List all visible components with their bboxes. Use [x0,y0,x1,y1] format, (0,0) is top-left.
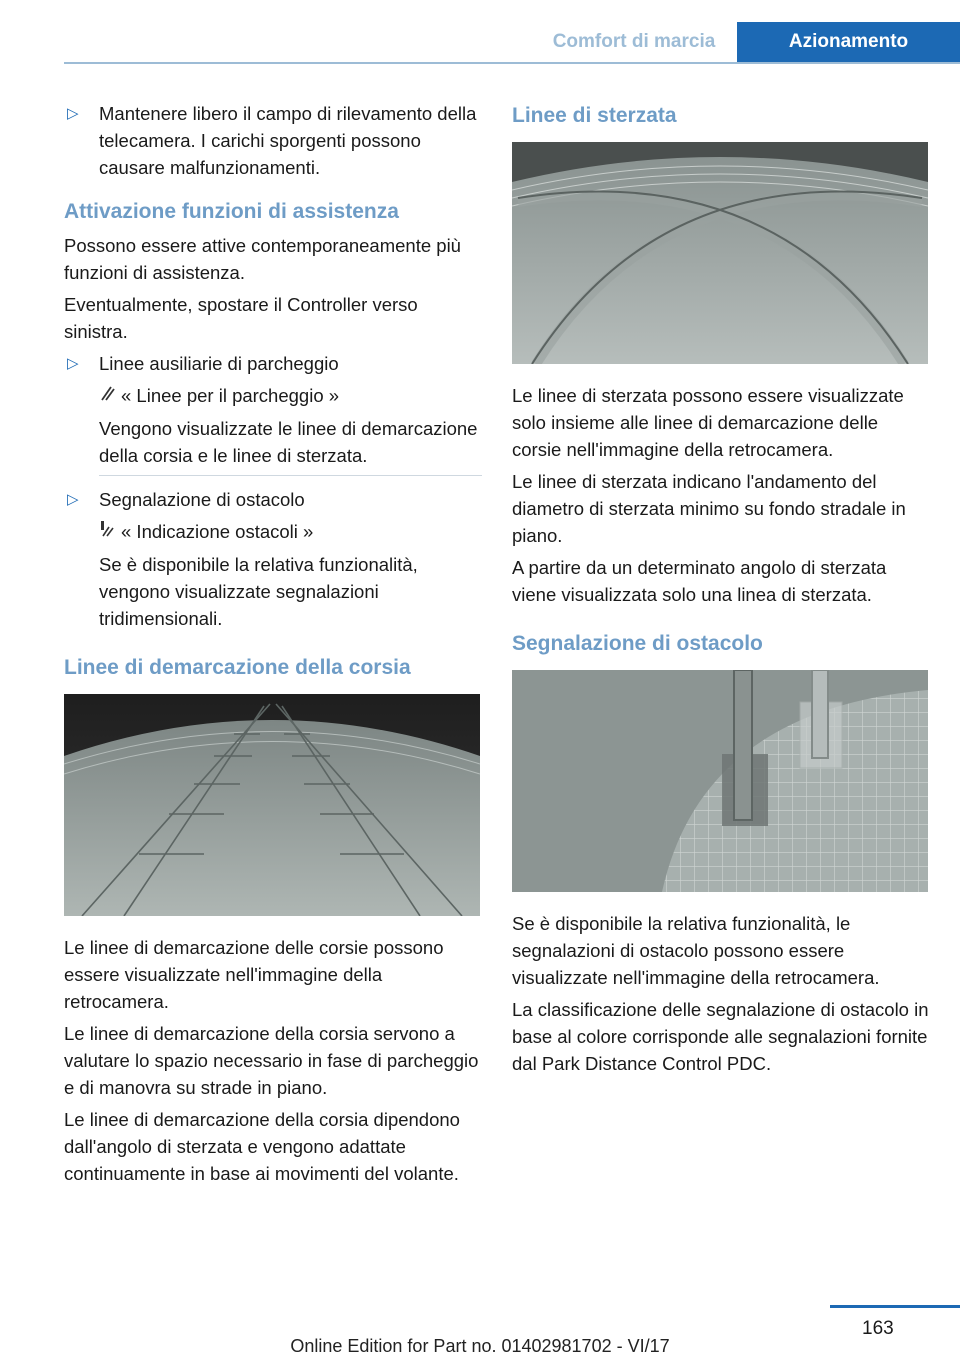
page-number: 163 [862,1318,894,1339]
obstacle-menu-entry [64,518,482,546]
parking-desc: Vengono visualizzate le linee di demarcazione della corsia e le linee di sterzata. [99,418,478,466]
parking-lines-icon [99,383,121,410]
paragraph-steer-2: Le linee di sterzata indicano l'andamento del diametro di sterzata minimo su fondo stradale in piano. [512,471,906,546]
paragraph-steer-1: Le linee di sterzata possono essere visualizzate solo insieme alle linee di demarcazione delle corsie nell'immagine della retrocamera. [512,385,904,460]
edition-note: Online Edition for Part no. 01402981702 - VI/17 [290,1336,670,1356]
paragraph-assist-2: Eventualmente, spostare il Controller verso sinistra. [64,294,418,342]
bullet-obstacle-title: Segnalazione di ostacolo [99,489,305,510]
paragraph-steer-3: A partire da un determinato angolo di sterzata viene visualizzata solo una linea di sterzata. [512,557,887,605]
right-column [512,100,930,1082]
footer-rule [830,1305,960,1308]
heading-obstacle: Segnalazione di ostacolo [512,632,763,655]
paragraph-lane-1: Le linee di demarcazione delle corsie possono essere visualizzate nell'immagine della retrocamera. [64,937,444,1012]
bullet-parking-lines [64,350,482,377]
header-chapter-tab: Azionamento [737,22,960,62]
header-section-tab: Comfort di marcia [531,22,737,62]
paragraph-lane-3: Le linee di demarcazione della corsia dipendono dall'angolo di sterzata e vengono adattate continuamente in base ai movimenti del volante. [64,1109,460,1184]
header-rule [64,62,960,64]
bullet-obstacle [64,486,482,513]
parking-menu-entry [64,382,482,410]
paragraph-obstacle-1: Se è disponibile la relativa funzionalità, le segnalazioni di ostacolo possono essere visualizzate nell'immagine della retrocamera. [512,913,880,988]
bullet-text: Mantenere libero il campo di rilevamento della telecamera. I carichi sporgenti possono causare malfunzionamenti. [99,103,477,178]
heading-assist: Attivazione funzioni di assistenza [64,200,399,223]
steering-lines-figure [512,142,928,364]
obstacle-menu-label: « Indicazione ostacoli » [121,521,314,542]
obstacle-indicator-icon [99,519,121,546]
obstacle-marking-figure [512,670,928,892]
paragraph-assist-1: Possono essere attive contemporaneamente più funzioni di assistenza. [64,235,461,283]
heading-steering-lines: Linee di sterzata [512,104,677,127]
bullet-camera-field [64,100,482,181]
triangle-right-icon: ▷ [67,491,79,508]
left-column [64,100,482,1192]
divider [99,475,482,476]
obstacle-desc: Se è disponibile la relativa funzionalità, vengono visualizzate segnalazioni tridimensionali. [99,554,418,629]
paragraph-lane-2: Le linee di demarcazione della corsia servono a valutare lo spazio necessario in fase di parcheggio e di manovra su strade in piano. [64,1023,479,1098]
triangle-right-icon: ▷ [67,105,79,122]
heading-lane-lines: Linee di demarcazione della corsia [64,656,411,679]
bullet-parking-title: Linee ausiliarie di parcheggio [99,353,339,374]
paragraph-obstacle-2: La classificazione delle segnalazione di ostacolo in base al colore corrisponde alle segnalazioni fornite dal Park Distance Control PDC. [512,999,929,1074]
triangle-right-icon: ▷ [67,355,79,372]
parking-menu-label: « Linee per il parcheggio » [121,385,340,406]
lane-lines-figure [64,694,480,916]
